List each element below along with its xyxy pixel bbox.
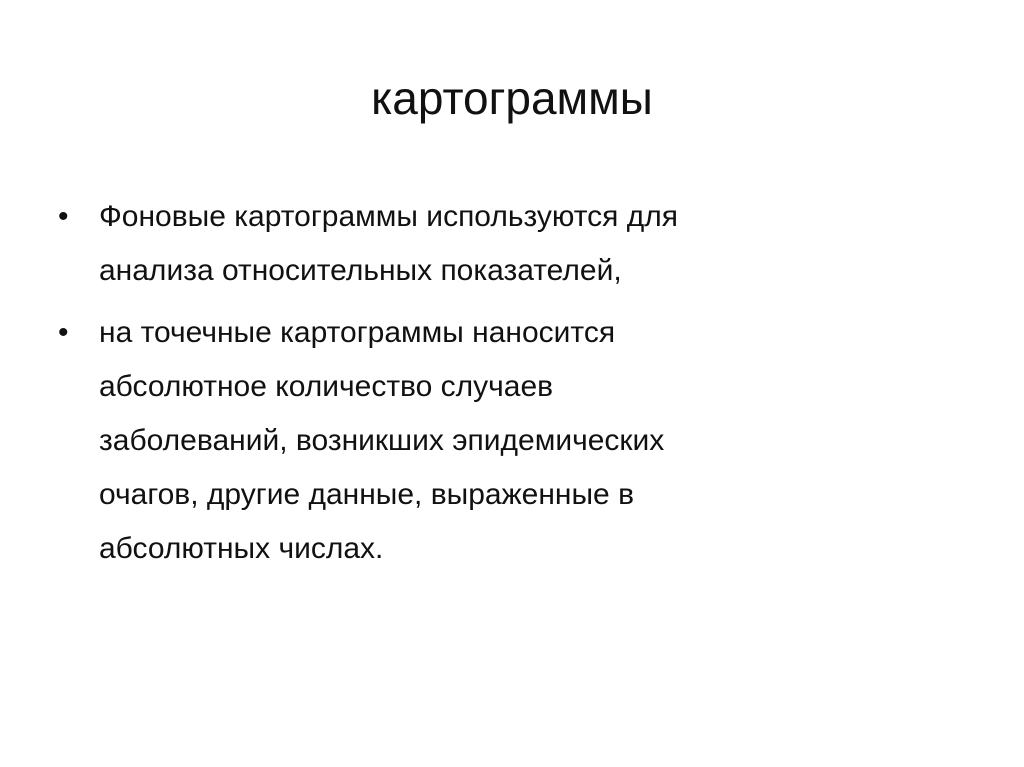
bullet-line: абсолютных числах.	[99, 532, 384, 565]
bullet-line: заболеваний, возникших эпидемических	[99, 424, 665, 457]
bullet-list	[58, 190, 958, 584]
bullet-dot-icon: •	[58, 316, 69, 349]
bullet-line: на точечные картограммы наносится	[99, 316, 616, 349]
bullet-item	[58, 306, 958, 576]
bullet-line: Фоновые картограммы используются для	[99, 200, 678, 233]
slide-title: картограммы	[371, 72, 653, 124]
bullet-line: очагов, другие данные, выраженные в	[99, 478, 635, 511]
bullet-item	[58, 190, 958, 298]
bullet-dot-icon: •	[58, 200, 69, 233]
bullet-line: абсолютное количество случаев	[99, 370, 554, 403]
bullet-line: анализа относительных показателей,	[99, 254, 622, 287]
